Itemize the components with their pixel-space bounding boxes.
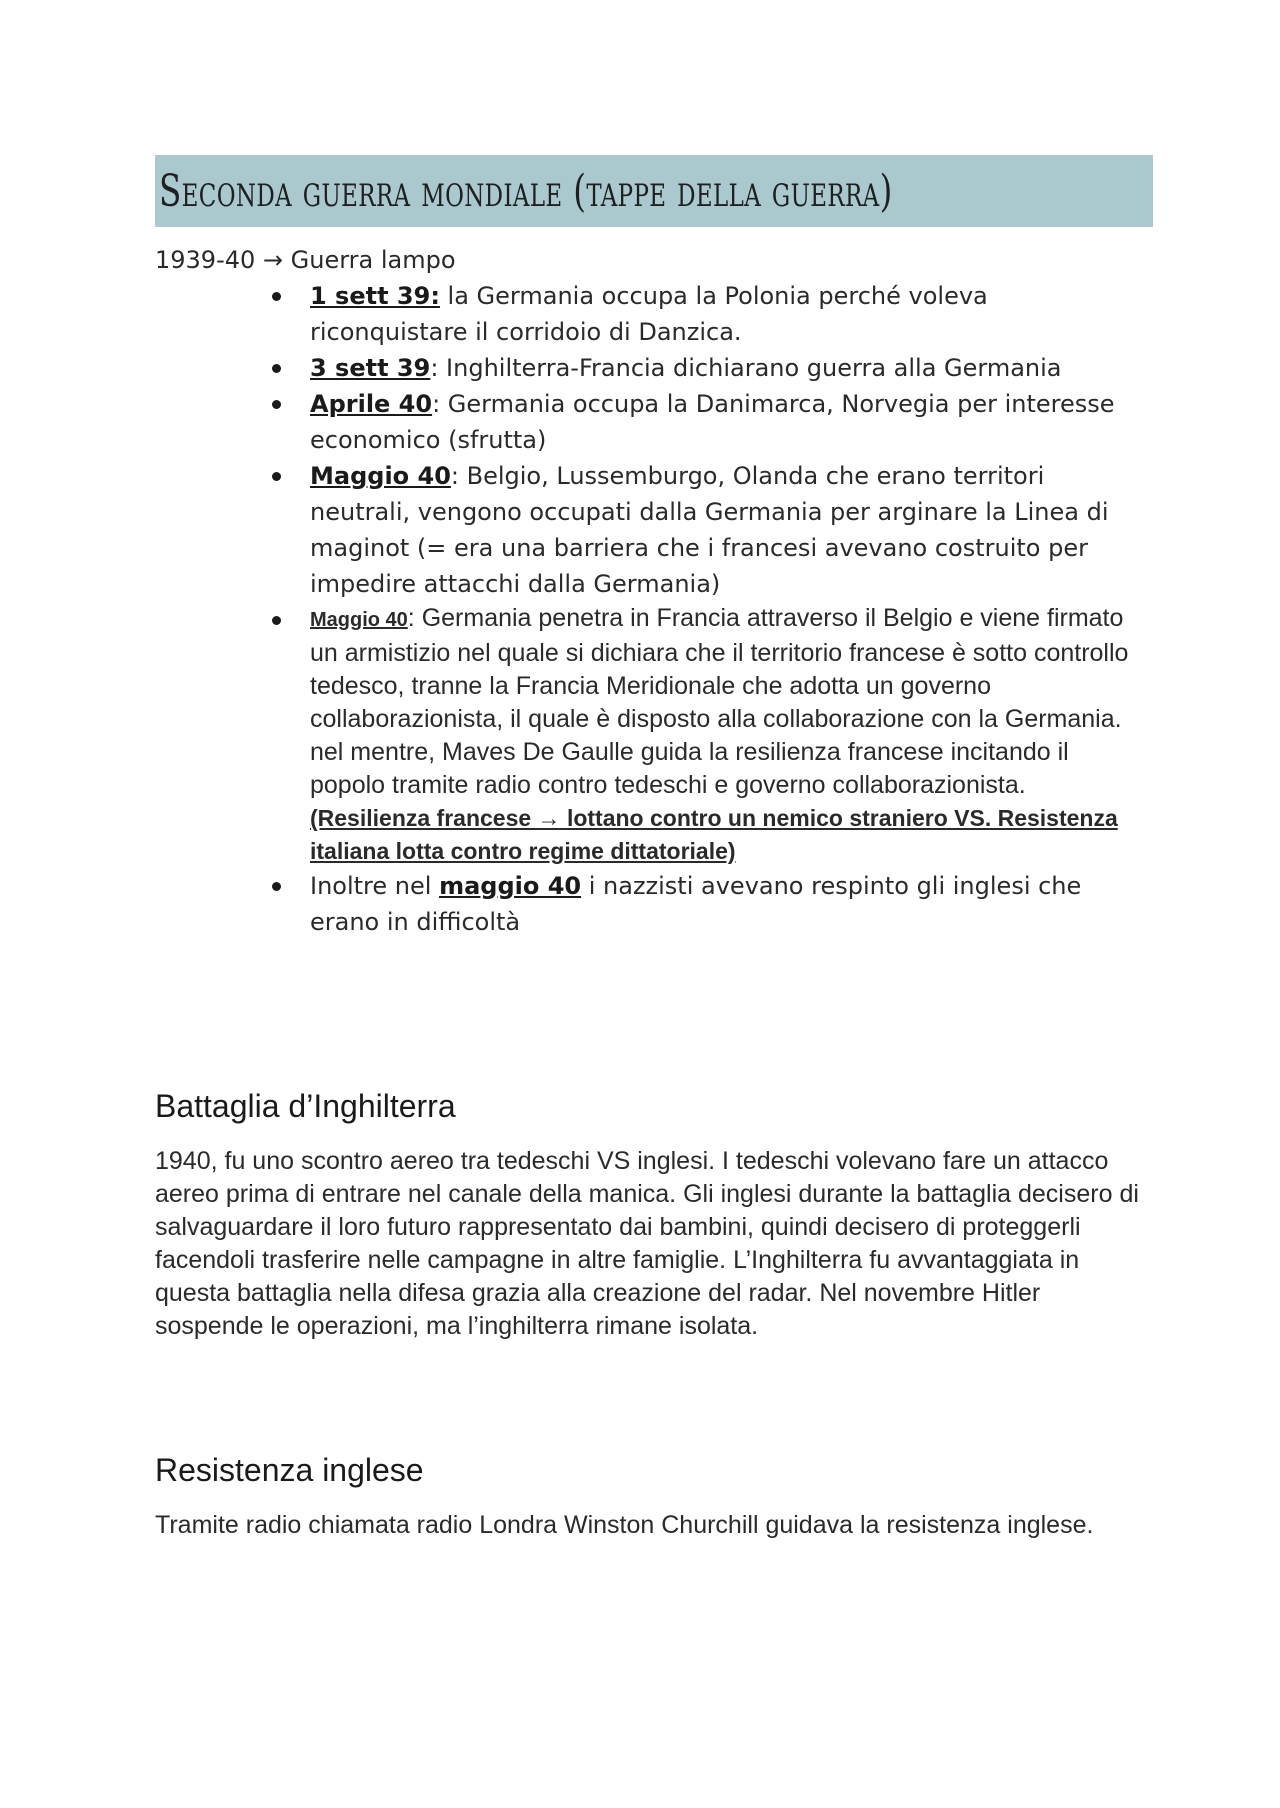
section-heading-battaglia: Battaglia d’Inghilterra xyxy=(155,1088,456,1124)
event-text: i nazzisti avevano respinto gli inglesi che erano in difficoltà xyxy=(310,872,1082,936)
list-item xyxy=(268,350,1143,386)
list-item xyxy=(268,458,1143,602)
event-text: : Germania occupa la Danimarca, Norvegia per interesse economico (sfrutta) xyxy=(310,390,1115,454)
event-date: maggio 40 xyxy=(439,872,582,900)
list-item xyxy=(268,386,1143,458)
event-date: 3 sett 39 xyxy=(310,354,431,382)
section-heading-resistenza: Resistenza inglese xyxy=(155,1452,424,1488)
event-date: Maggio 40 xyxy=(310,609,408,631)
list-item xyxy=(268,868,1143,940)
period-line: 1939-40 → Guerra lampo xyxy=(155,246,456,274)
list-item xyxy=(268,278,1143,350)
event-text: : Germania penetra in Francia attraverso il Belgio e viene firmato un armistizio nel quale si dichiara che il territorio francese è sotto controllo tedesco, tranne la Francia Meridionale che adotta un governo collaborazionista, il quale è disposto alla collaborazione con la Germania. nel mentre, Maves De Gaulle guida la resilienza francese incitando il popolo tramite radio contro tedeschi e governo collaborazionista. xyxy=(310,604,1129,799)
event-date: Aprile 40 xyxy=(310,390,433,418)
event-text: : Inghilterra-Francia dichiarano guerra alla Germania xyxy=(430,354,1062,382)
event-prefix: Inoltre nel xyxy=(310,872,440,900)
events-list xyxy=(268,278,1143,940)
list-item xyxy=(268,602,1143,868)
page-title: Seconda guerra mondiale (tappe della guerra) xyxy=(159,165,893,217)
event-note: (Resilienza francese → lottano contro un nemico straniero VS. Resistenza italiana lotta contro regime dittatoriale) xyxy=(310,805,1118,864)
event-date: 1 sett 39: xyxy=(310,282,440,310)
section-body-battaglia: 1940, fu uno scontro aereo tra tedeschi VS inglesi. I tedeschi volevano fare un attacco aereo prima di entrare nel canale della manica. Gli inglesi durante la battaglia decisero di salvaguardare il loro futuro rappresentato dai bambini, quindi decisero di proteggerli facendoli trasferire nelle campagne in altre famiglie. L’Inghilterra fu avvantaggiata in questa battaglia nella difesa grazia alla creazione del radar. Nel novembre Hitler sospende le operazioni, ma l’inghilterra rimane isolata. xyxy=(155,1147,1139,1340)
section-body-resistenza: Tramite radio chiamata radio Londra Winston Churchill guidava la resistenza inglese. xyxy=(155,1511,1094,1539)
title-highlight xyxy=(155,155,1153,227)
event-text: : Belgio, Lussemburgo, Olanda che erano territori neutrali, vengono occupati dalla Germania per arginare la Linea di maginot (= era una barriera che i francesi avevano costruito per impedire attacchi dalla Germania) xyxy=(310,462,1109,598)
event-text: la Germania occupa la Polonia perché voleva riconquistare il corridoio di Danzica. xyxy=(310,282,988,346)
event-date: Maggio 40 xyxy=(310,462,451,490)
